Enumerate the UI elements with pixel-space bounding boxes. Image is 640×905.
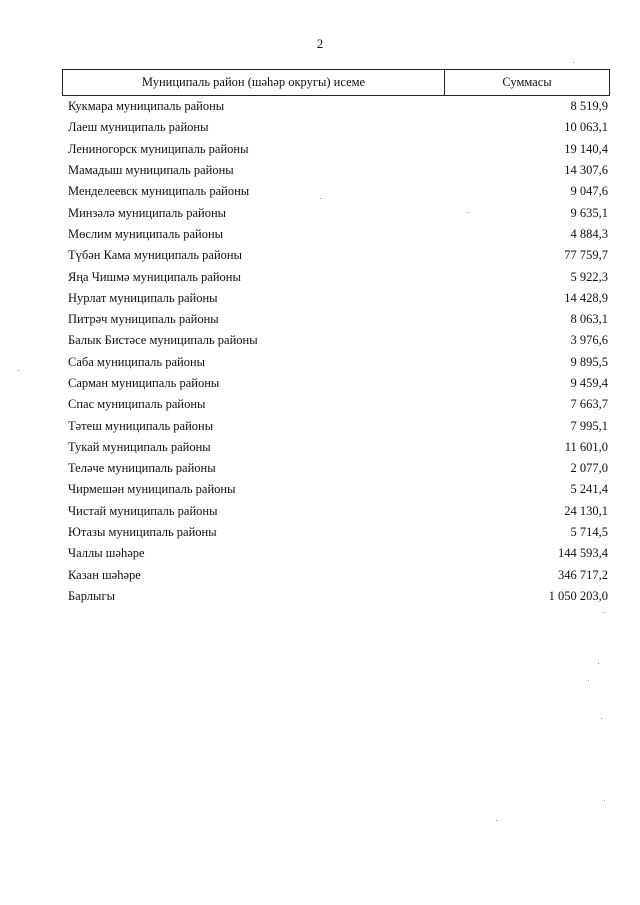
scan-speck [603, 612, 604, 613]
scan-speck [18, 370, 19, 371]
row-name: Казан шәһәре [68, 567, 141, 582]
row-amount: 10 063,1 [564, 120, 608, 135]
row-name: Чирмешән муниципаль районы [68, 482, 236, 497]
table-row [62, 352, 610, 373]
table-row [62, 458, 610, 479]
row-amount: 3 976,6 [570, 333, 608, 348]
row-amount: 11 601,0 [564, 439, 608, 454]
row-name: Мамадыш муниципаль районы [68, 163, 234, 178]
row-name: Теләче муниципаль районы [68, 461, 216, 476]
table-row [62, 181, 610, 202]
row-amount: 19 140,4 [564, 141, 608, 156]
row-amount: 8 519,9 [570, 99, 608, 114]
row-name: Барлыгы [68, 588, 115, 603]
table-row [62, 96, 610, 117]
table-row [62, 245, 610, 266]
row-name: Сарман муниципаль районы [68, 376, 220, 390]
row-name: Түбән Кама муниципаль районы [68, 248, 242, 263]
page-number: 2 [316, 36, 324, 51]
scan-speck [573, 62, 574, 63]
table-row [62, 160, 610, 181]
row-name: Лаеш муниципаль районы [68, 120, 209, 135]
header-name: Муниципаль район (шәһәр округы) исеме [63, 70, 445, 95]
row-name: Кукмара муниципаль районы [68, 99, 225, 114]
row-name: Менделеевск муниципаль районы [68, 184, 250, 199]
scan-speck [601, 718, 602, 719]
row-amount: 7 995,1 [570, 418, 608, 433]
row-name: Лениногорск муниципаль районы [68, 141, 249, 156]
row-name: Чистай муниципаль районы [68, 503, 218, 518]
row-amount: 7 663,7 [570, 397, 608, 412]
table-row [62, 543, 610, 564]
row-name: Минзәлә муниципаль районы [68, 205, 227, 220]
table-row [62, 266, 610, 287]
row-name: Питрәч муниципаль районы [68, 312, 219, 327]
row-amount: 346 717,2 [558, 567, 608, 582]
table-row [62, 437, 610, 458]
table-row [62, 373, 610, 394]
table-row [62, 501, 610, 522]
row-amount: 77 759,7 [564, 248, 608, 263]
row-amount: 5 714,5 [570, 525, 608, 540]
budget-table [62, 69, 610, 607]
row-name: Яңа Чишмә муниципаль районы [68, 269, 241, 284]
table-row [62, 522, 610, 543]
row-amount: 9 635,1 [570, 205, 608, 220]
table-body [62, 96, 610, 607]
table-row [62, 117, 610, 138]
row-amount: 9 459,4 [570, 376, 608, 390]
row-amount: 9 895,5 [570, 354, 608, 369]
row-amount: 14 307,6 [564, 163, 608, 178]
scan-speck [598, 663, 599, 664]
table-row [62, 479, 610, 500]
row-name: Чаллы шәһәре [68, 546, 145, 561]
row-name: Ютазы муниципаль районы [68, 525, 217, 540]
table-row [62, 139, 610, 160]
scan-speck [320, 198, 321, 199]
table-row [62, 586, 610, 607]
table-header [62, 69, 610, 96]
header-sum: Суммасы [502, 75, 552, 89]
table-row [62, 309, 610, 330]
row-amount: 4 884,3 [570, 226, 608, 241]
row-amount: 9 047,6 [570, 184, 608, 199]
row-amount: 5 922,3 [570, 269, 608, 284]
row-amount: 144 593,4 [558, 546, 608, 561]
row-amount: 24 130,1 [564, 503, 608, 518]
table-row [62, 565, 610, 586]
scan-speck [496, 820, 497, 821]
scan-speck [588, 680, 589, 681]
table-row [62, 202, 610, 223]
table-row [62, 288, 610, 309]
row-name: Тәтеш муниципаль районы [68, 418, 214, 433]
scan-speck [468, 212, 469, 213]
row-name: Мөслим муниципаль районы [68, 226, 224, 241]
row-name: Саба муниципаль районы [68, 354, 206, 369]
row-amount: 1 050 203,0 [548, 588, 608, 603]
row-name: Балык Бистәсе муниципаль районы [68, 333, 258, 348]
row-name: Спас муниципаль районы [68, 397, 206, 412]
table-row [62, 394, 610, 415]
row-name: Тукай муниципаль районы [68, 439, 211, 454]
table-row [62, 224, 610, 245]
row-amount: 8 063,1 [570, 312, 608, 327]
row-amount: 14 428,9 [564, 290, 608, 305]
row-amount: 2 077,0 [570, 461, 608, 476]
table-row [62, 330, 610, 351]
table-row [62, 415, 610, 436]
scan-speck [604, 800, 605, 801]
row-name: Нурлат муниципаль районы [68, 290, 218, 305]
row-amount: 5 241,4 [570, 482, 608, 497]
